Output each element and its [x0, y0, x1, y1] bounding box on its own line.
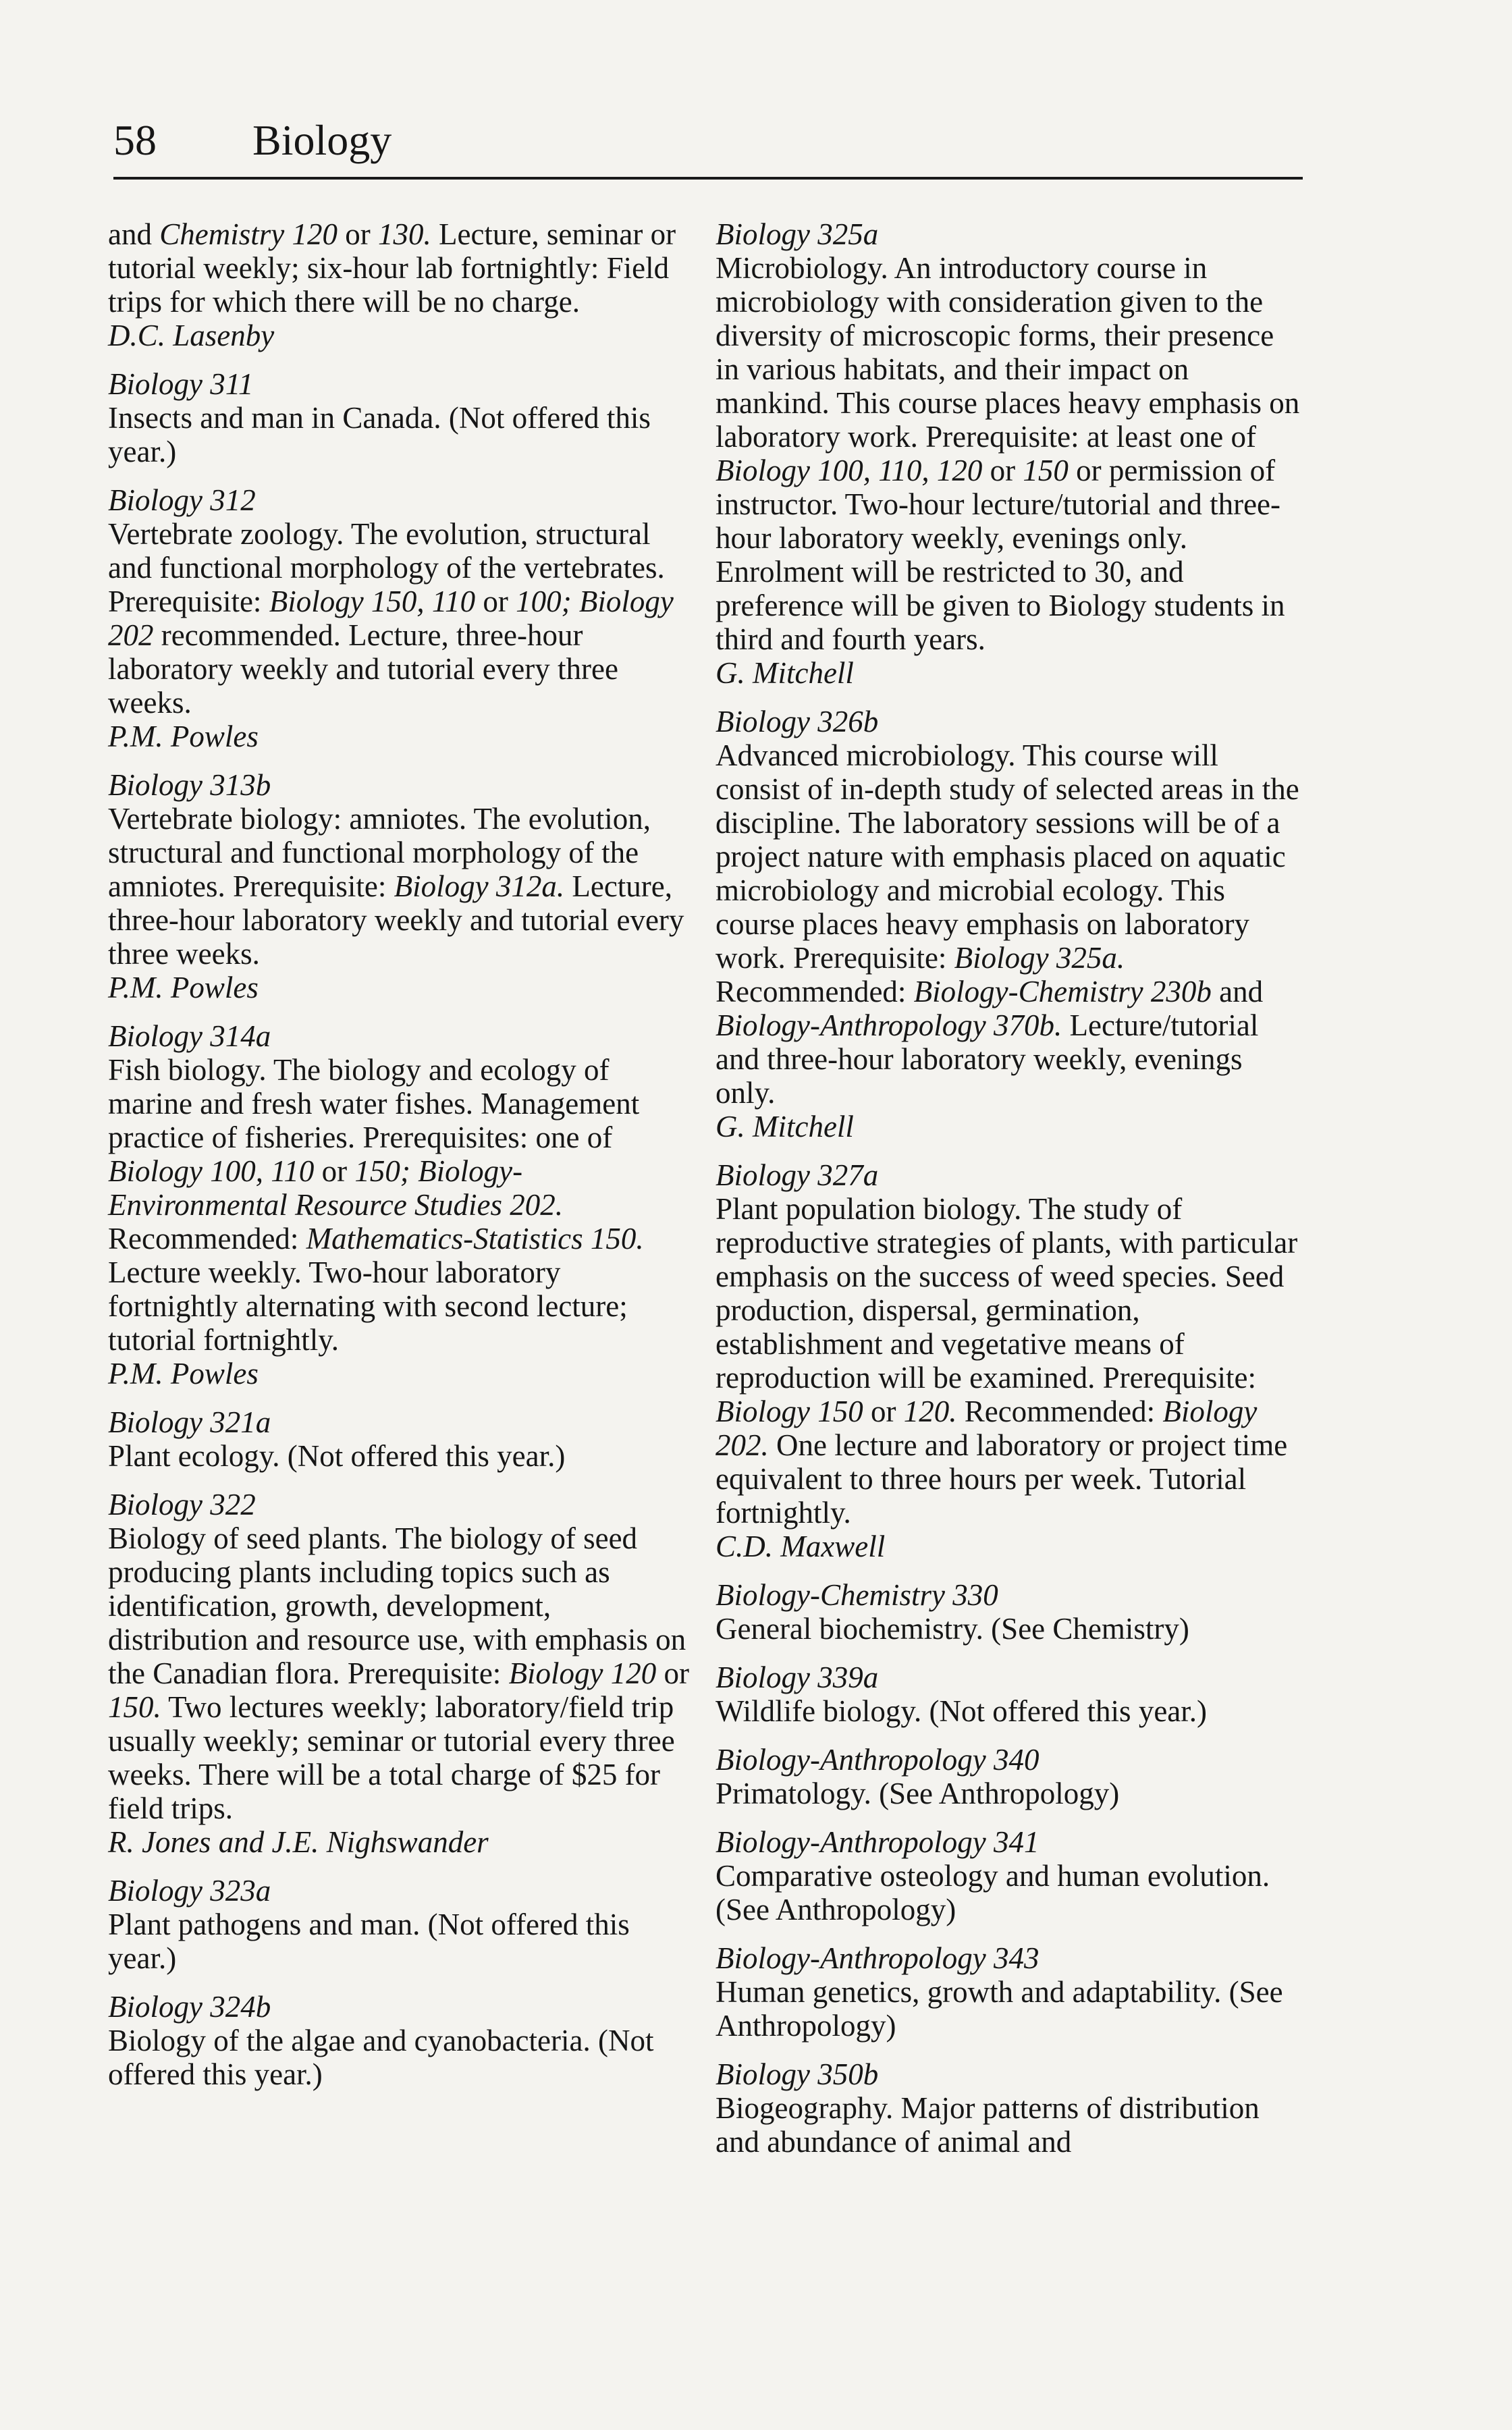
- course-reference: Biology 202.: [716, 1395, 1258, 1462]
- course-description: [716, 251, 1303, 656]
- course-description: [716, 1859, 1303, 1926]
- course-description: [108, 2024, 695, 2091]
- course-description: [108, 401, 695, 468]
- course-reference: 130.: [377, 217, 431, 251]
- course-title: Biology-Anthropology 340: [716, 1743, 1040, 1777]
- course-title: Biology-Chemistry 330: [716, 1578, 998, 1612]
- course-description: [108, 517, 695, 720]
- course-reference: 150: [1023, 454, 1069, 487]
- description-text: Insects and man in Canada. (Not offered this year.): [108, 401, 651, 468]
- course-title: Biology 339a: [716, 1660, 879, 1694]
- description-text: Plant pathogens and man. (Not offered this year.): [108, 1908, 630, 1975]
- course-reference: 150.: [108, 1690, 161, 1724]
- description-text: Plant population biology. The study of reproductive strategies of plants, with particular emphasis on the success of weed species. Seed production, dispersal, germination, establishment and vegetative means of reproduction will be examined. Prerequisite:: [716, 1192, 1298, 1395]
- instructor-name: R. Jones and J.E. Nighswander: [108, 1825, 489, 1859]
- course-description: [716, 1612, 1303, 1646]
- description-text: Recommended:: [956, 1395, 1163, 1428]
- description-text: Biology of the algae and cyanobacteria. (Not offered this year.): [108, 2024, 654, 2091]
- course-entry: [716, 1743, 1303, 1810]
- course-entry: [716, 1578, 1303, 1646]
- description-text: or: [475, 585, 516, 618]
- description-text: One lecture and laboratory or project time equivalent to three hours per week. Tutorial fortnightly.: [716, 1428, 1288, 1530]
- description-text: Fish biology. The biology and ecology of marine and fresh water fishes. Management practice of fisheries. Prerequisites: one of: [108, 1053, 640, 1154]
- description-text: Plant ecology. (Not offered this year.): [108, 1439, 566, 1473]
- course-reference: Biology 120: [508, 1656, 657, 1690]
- description-text: or permission of instructor. Two-hour lecture/tutorial and three-hour laboratory weekly, evenings only. Enrolment will be restricted to 30, and preference will be given to Biology students in third and fourth years.: [716, 454, 1285, 656]
- page-number: 58: [113, 116, 157, 164]
- course-entry: [716, 217, 1303, 690]
- course-description: [716, 738, 1303, 1110]
- course-reference: Biology 325a.: [954, 941, 1125, 975]
- instructor-name: P.M. Powles: [108, 971, 259, 1004]
- left-column: [108, 217, 695, 2106]
- description-text: Biology of seed plants. The biology of seed producing plants including topics such as identification, growth, development, distribution and resource use, with emphasis on the Canadian flora. Prerequisite:: [108, 1521, 686, 1690]
- course-entry: [108, 483, 695, 753]
- course-entry: [108, 367, 695, 468]
- right-column: [716, 217, 1303, 2174]
- description-text: Biogeography. Major patterns of distribution and abundance of animal and: [716, 2091, 1260, 2159]
- course-reference: Biology 150, 110: [269, 585, 476, 618]
- course-entry: [108, 1405, 695, 1473]
- course-title: Biology 327a: [716, 1158, 879, 1192]
- course-reference: Biology 312a.: [394, 869, 565, 903]
- course-description: [108, 1439, 695, 1473]
- course-reference: Biology 100, 110, 120: [716, 454, 983, 487]
- header-rule: [113, 177, 1303, 180]
- course-title: Biology 325a: [716, 217, 879, 251]
- course-reference: Biology 100, 110: [108, 1154, 315, 1188]
- page-title: Biology: [252, 116, 392, 164]
- course-description: [716, 1975, 1303, 2043]
- course-entry: [716, 1660, 1303, 1728]
- description-text: Lecture, three-hour laboratory weekly and tutorial every three weeks.: [108, 869, 684, 971]
- description-text: Vertebrate biology: amniotes. The evolution, structural and functional morphology of the amniotes. Prerequisite:: [108, 802, 651, 903]
- course-entry: [716, 1158, 1303, 1563]
- course-title: Biology 321a: [108, 1405, 271, 1439]
- course-description: [108, 1908, 695, 1975]
- course-title: Biology 312: [108, 483, 256, 517]
- course-description: [108, 802, 695, 971]
- course-entry: [108, 217, 695, 352]
- description-text: Microbiology. An introductory course in microbiology with consideration given to the diversity of microscopic forms, their presence in various habitats, and their impact on mankind. This course places heavy emphasis on laboratory work. Prerequisite: at least one of: [716, 251, 1300, 454]
- course-entry: [108, 1874, 695, 1975]
- instructor-name: G. Mitchell: [716, 656, 854, 690]
- description-text: Vertebrate zoology. The evolution, structural and functional morphology of the vertebrates. Prerequisite:: [108, 517, 665, 618]
- description-text: and: [108, 217, 160, 251]
- course-description: [716, 2091, 1303, 2159]
- course-reference: 100; Biology 202: [108, 585, 674, 652]
- course-entry: [108, 1990, 695, 2091]
- description-text: or: [863, 1395, 904, 1428]
- course-reference: Biology-Chemistry 230b: [913, 975, 1212, 1008]
- course-title: Biology-Anthropology 341: [716, 1825, 1040, 1859]
- description-text: Lecture, seminar or tutorial weekly; six-hour lab fortnightly: Field trips for which there will be no charge.: [108, 217, 676, 319]
- instructor-name: C.D. Maxwell: [716, 1530, 886, 1563]
- course-entry: [108, 768, 695, 1004]
- course-entry: [716, 1825, 1303, 1926]
- instructor-name: G. Mitchell: [716, 1110, 854, 1143]
- description-text: or: [656, 1656, 690, 1690]
- course-title: Biology 350b: [716, 2057, 879, 2091]
- description-text: Comparative osteology and human evolution. (See Anthropology): [716, 1859, 1270, 1926]
- course-description: [108, 217, 695, 319]
- course-reference: Biology 150: [716, 1395, 863, 1428]
- course-reference: Biology-Anthropology 370b.: [716, 1008, 1062, 1042]
- description-text: or: [337, 217, 378, 251]
- description-text: General biochemistry. (See Chemistry): [716, 1612, 1189, 1646]
- course-title: Biology 322: [108, 1488, 256, 1521]
- description-text: or: [314, 1154, 355, 1188]
- description-text: Recommended:: [716, 975, 914, 1008]
- description-text: Wildlife biology. (Not offered this year.): [716, 1694, 1207, 1728]
- description-text: Recommended:: [108, 1222, 306, 1256]
- instructor-name: D.C. Lasenby: [108, 319, 275, 352]
- course-reference: 120.: [903, 1395, 957, 1428]
- instructor-name: P.M. Powles: [108, 1357, 259, 1390]
- description-text: Lecture/tutorial and three-hour laboratory weekly, evenings only.: [716, 1008, 1259, 1110]
- course-entry: [108, 1488, 695, 1859]
- course-entry: [716, 2057, 1303, 2159]
- course-description: [108, 1521, 695, 1825]
- course-title: Biology 324b: [108, 1990, 271, 2024]
- course-title: Biology 323a: [108, 1874, 271, 1908]
- course-reference: Mathematics-Statistics 150.: [306, 1222, 644, 1256]
- description-text: Primatology. (See Anthropology): [716, 1777, 1120, 1810]
- course-reference: 150; Biology-Environmental Resource Studies 202.: [108, 1154, 564, 1222]
- course-description: [716, 1192, 1303, 1530]
- course-description: [716, 1777, 1303, 1810]
- description-text: Human genetics, growth and adaptability. (See Anthropology): [716, 1975, 1283, 2043]
- instructor-name: P.M. Powles: [108, 720, 259, 753]
- course-description: [716, 1694, 1303, 1728]
- description-text: recommended. Lecture, three-hour laboratory weekly and tutorial every three weeks.: [108, 618, 618, 720]
- course-title: Biology 313b: [108, 768, 271, 802]
- description-text: Lecture weekly. Two-hour laboratory fortnightly alternating with second lecture; tutorial fortnightly.: [108, 1256, 628, 1357]
- course-title: Biology 314a: [108, 1019, 271, 1053]
- course-title: Biology 311: [108, 367, 254, 401]
- course-entry: [716, 705, 1303, 1143]
- description-text: and: [1211, 975, 1264, 1008]
- description-text: Advanced microbiology. This course will consist of in-depth study of selected areas in the discipline. The laboratory sessions will be of a project nature with emphasis placed on aquatic microbiology and microbial ecology. This course places heavy emphasis on laboratory work. Prerequisite:: [716, 738, 1299, 975]
- description-text: Two lectures weekly; laboratory/field trip usually weekly; seminar or tutorial every three weeks. There will be a total charge of $25 for field trips.: [108, 1690, 675, 1825]
- course-title: Biology-Anthropology 343: [716, 1941, 1040, 1975]
- course-title: Biology 326b: [716, 705, 879, 738]
- course-entry: [716, 1941, 1303, 2043]
- description-text: or: [982, 454, 1023, 487]
- course-description: [108, 1053, 695, 1357]
- course-reference: Chemistry 120: [159, 217, 338, 251]
- course-entry: [108, 1019, 695, 1390]
